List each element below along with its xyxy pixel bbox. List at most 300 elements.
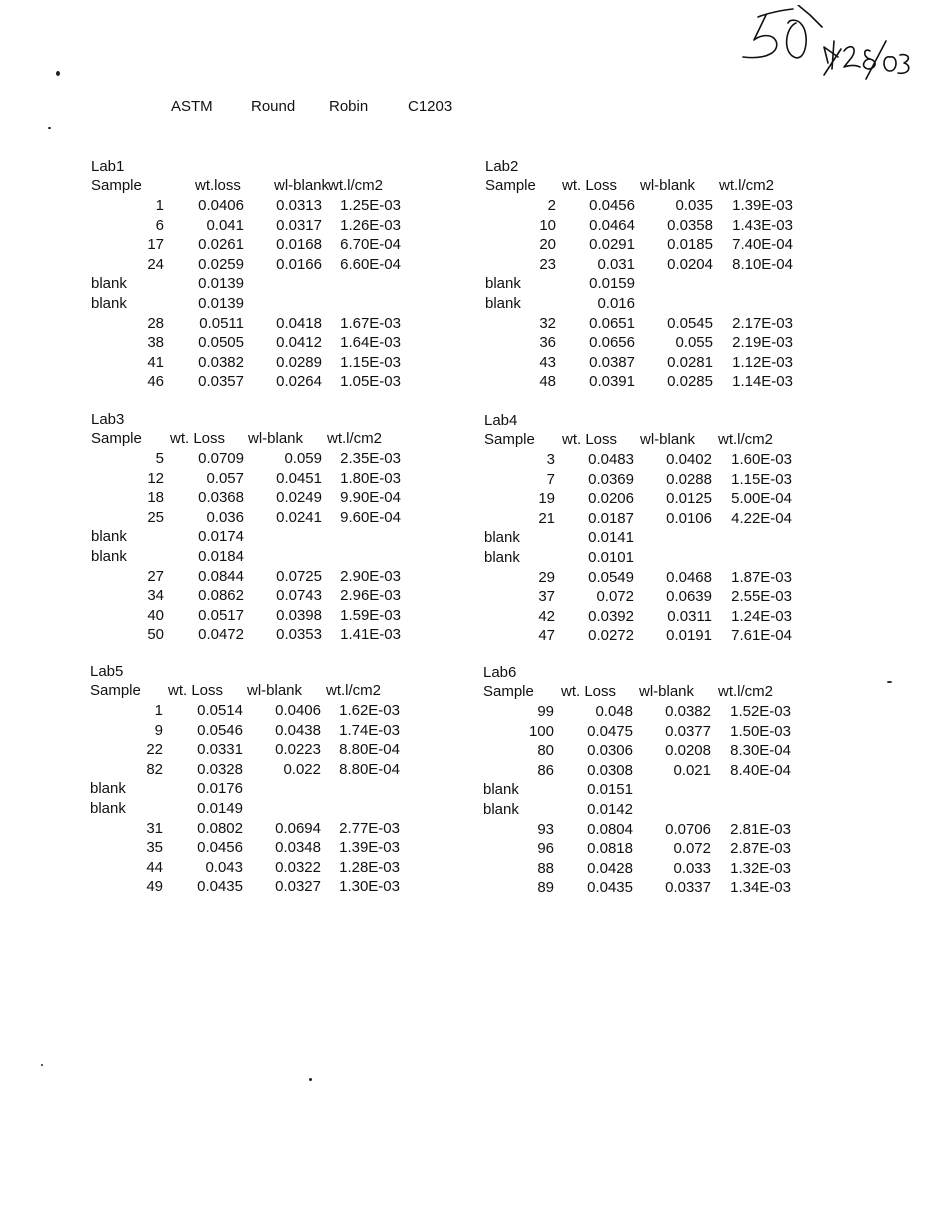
cell-sample-id: 46 (147, 373, 164, 391)
row-label: blank (483, 781, 519, 799)
cell-wt-loss: 0.0818 (587, 840, 633, 858)
header-wt-per-cm2: wt.l/cm2 (327, 430, 383, 447)
row-label: blank (485, 275, 521, 293)
table-row (90, 702, 420, 721)
cell-wt-loss: 0.0159 (589, 275, 635, 293)
table-row (91, 568, 421, 587)
table-row (484, 490, 814, 509)
cell-wl-blank: 0.0208 (665, 742, 711, 760)
table-header (484, 431, 814, 450)
cell-wt-per-cm2: 1.50E-03 (730, 722, 791, 740)
cell-wl-blank: 0.0418 (276, 314, 322, 332)
cell-wt-per-cm2: 1.14E-03 (732, 373, 793, 391)
table-row (484, 510, 814, 529)
cell-wt-loss: 0.0141 (588, 529, 634, 547)
cell-wt-loss: 0.0206 (588, 490, 634, 508)
table-row (485, 373, 815, 392)
cell-wt-per-cm2: 6.60E-04 (340, 255, 401, 273)
table-row (484, 569, 814, 588)
cell-wt-per-cm2: 1.05E-03 (340, 373, 401, 391)
table-row (91, 626, 421, 645)
cell-wt-loss: 0.0261 (198, 236, 244, 254)
table-row (483, 703, 813, 722)
cell-wt-loss: 0.0139 (198, 295, 244, 312)
cell-wl-blank: 0.0281 (667, 353, 713, 371)
table-row (91, 548, 421, 567)
cell-wt-per-cm2: 1.26E-03 (340, 216, 401, 234)
cell-sample-id: 18 (147, 489, 164, 507)
cell-wt-loss: 0.0369 (588, 470, 634, 488)
cell-wl-blank: 0.0337 (665, 879, 711, 897)
cell-wt-per-cm2: 1.80E-03 (340, 469, 401, 487)
title-astm: ASTM (171, 98, 213, 115)
table-row (483, 879, 813, 898)
cell-wt-per-cm2: 2.19E-03 (732, 334, 793, 352)
header-wt-per-cm2: wt.l/cm2 (326, 682, 382, 699)
table-row (91, 373, 421, 392)
table-row (90, 839, 420, 858)
table-row (91, 315, 421, 334)
cell-wt-per-cm2: 7.61E-04 (731, 627, 792, 645)
cell-wt-loss: 0.0709 (198, 450, 244, 467)
table-row (485, 275, 815, 294)
cell-wt-loss: 0.0802 (197, 819, 243, 837)
cell-wt-per-cm2: 1.12E-03 (732, 353, 793, 371)
lab-name: Lab6 (483, 664, 517, 681)
header-sample: Sample (91, 430, 142, 447)
cell-sample-id: 36 (539, 334, 556, 352)
cell-wl-blank: 0.0694 (275, 819, 321, 837)
cell-wl-blank: 0.072 (673, 840, 711, 858)
cell-wt-per-cm2: 9.90E-04 (340, 489, 401, 507)
cell-sample-id: 88 (537, 859, 554, 877)
cell-wt-per-cm2: 2.96E-03 (340, 587, 401, 605)
cell-wt-loss: 0.0505 (198, 334, 244, 352)
cell-sample-id: 89 (537, 879, 554, 897)
cell-sample-id: 42 (538, 607, 555, 625)
cell-wt-loss: 0.0804 (587, 820, 633, 838)
cell-sample-id: 23 (539, 255, 556, 273)
cell-wt-loss: 0.0435 (197, 878, 243, 896)
table-header (483, 683, 813, 702)
cell-sample-id: 29 (538, 568, 555, 586)
lab-name: Lab1 (91, 158, 125, 175)
table-row (484, 529, 814, 548)
cell-wt-loss: 0.0483 (588, 451, 634, 468)
lab-name: Lab3 (91, 411, 125, 428)
cell-wt-loss: 0.0517 (198, 606, 244, 624)
cell-wl-blank: 0.0106 (666, 509, 712, 527)
cell-wt-loss: 0.0142 (587, 801, 633, 818)
cell-wt-per-cm2: 2.90E-03 (340, 567, 401, 585)
table-row (485, 197, 815, 216)
header-wl-blank: wl-blank (639, 683, 695, 700)
header-wt-loss: wt. Loss (561, 683, 617, 700)
table-row (90, 741, 420, 760)
cell-wt-loss: 0.0187 (588, 509, 634, 527)
cell-wl-blank: 0.0451 (276, 469, 322, 487)
header-wt-per-cm2: wt.l/cm2 (718, 683, 774, 700)
table-row (484, 471, 814, 490)
cell-sample-id: 48 (539, 373, 556, 391)
cell-wl-blank: 0.0348 (275, 839, 321, 857)
header-wl-blank: wl-blank (640, 177, 696, 194)
cell-wt-per-cm2: 1.67E-03 (340, 314, 401, 332)
cell-sample-id: 12 (147, 469, 164, 487)
row-label: blank (90, 780, 126, 798)
cell-wt-loss: 0.0387 (589, 353, 635, 371)
cell-wl-blank: 0.0438 (275, 721, 321, 739)
cell-wt-per-cm2: 1.39E-03 (732, 197, 793, 214)
table-header (91, 430, 421, 449)
cell-wt-per-cm2: 2.55E-03 (731, 588, 792, 606)
cell-wt-per-cm2: 8.10E-04 (732, 255, 793, 273)
header-wl-blank: wl-blank (247, 682, 303, 699)
cell-wt-loss: 0.0306 (587, 742, 633, 760)
cell-sample-id: 93 (537, 820, 554, 838)
cell-sample-id: 47 (538, 627, 555, 645)
table-row (483, 723, 813, 742)
cell-sample-id: 1 (155, 197, 164, 214)
header-sample: Sample (485, 177, 536, 194)
cell-wl-blank: 0.0402 (666, 451, 712, 468)
row-label: blank (91, 548, 127, 565)
cell-wt-loss: 0.0456 (197, 839, 243, 857)
table-row (485, 295, 815, 314)
cell-wt-per-cm2: 2.17E-03 (732, 314, 793, 332)
header-wt-loss: wt.loss (195, 177, 241, 194)
cell-sample-id: 80 (537, 742, 554, 760)
cell-sample-id: 3 (546, 451, 555, 468)
table-row (485, 217, 815, 236)
table-row (91, 587, 421, 606)
cell-wl-blank: 0.0317 (276, 216, 322, 234)
title-robin: Robin (329, 98, 369, 115)
table-header (485, 177, 815, 196)
header-wl-blank: wl-blank (274, 177, 330, 194)
cell-wt-loss: 0.016 (597, 295, 635, 312)
table-row (91, 607, 421, 626)
table-row (485, 256, 815, 275)
table-row (90, 859, 420, 878)
cell-wl-blank: 0.021 (673, 761, 711, 779)
table-row (483, 742, 813, 761)
cell-wt-loss: 0.0511 (199, 314, 244, 332)
header-wl-blank: wl-blank (248, 430, 304, 447)
cell-wl-blank: 0.0185 (667, 236, 713, 254)
cell-sample-id: 1 (154, 702, 163, 719)
cell-wl-blank: 0.022 (283, 760, 321, 778)
cell-wl-blank: 0.0168 (276, 236, 322, 254)
cell-wt-per-cm2: 2.81E-03 (730, 820, 791, 838)
title-c1203: C1203 (408, 98, 453, 115)
cell-wl-blank: 0.0639 (666, 588, 712, 606)
table-row (483, 762, 813, 781)
cell-wl-blank: 0.0191 (666, 627, 712, 645)
table-row (91, 275, 421, 294)
cell-wt-per-cm2: 1.32E-03 (730, 859, 791, 877)
cell-sample-id: 96 (537, 840, 554, 858)
table-row (91, 197, 421, 216)
cell-wt-loss: 0.036 (206, 508, 244, 526)
table-row (484, 549, 814, 568)
cell-wt-per-cm2: 1.59E-03 (340, 606, 401, 624)
table-header (91, 177, 421, 196)
cell-wt-per-cm2: 7.40E-04 (732, 236, 793, 254)
cell-wt-loss: 0.0382 (198, 353, 244, 371)
cell-wt-per-cm2: 1.62E-03 (339, 702, 400, 719)
cell-sample-id: 10 (539, 216, 556, 234)
cell-wt-per-cm2: 1.15E-03 (340, 353, 401, 371)
cell-wl-blank: 0.0725 (276, 567, 322, 585)
table-row (90, 780, 420, 799)
header-wt-per-cm2: wt.l/cm2 (718, 431, 774, 448)
cell-sample-id: 9 (154, 721, 163, 739)
table-row (483, 840, 813, 859)
cell-wt-per-cm2: 1.41E-03 (340, 626, 401, 644)
cell-wt-per-cm2: 1.24E-03 (731, 607, 792, 625)
header-wt-per-cm2: wt.l/cm2 (719, 177, 775, 194)
cell-wt-loss: 0.0549 (588, 568, 634, 586)
cell-wl-blank: 0.0406 (275, 702, 321, 719)
cell-wt-loss: 0.0862 (198, 587, 244, 605)
table-row (91, 354, 421, 373)
cell-sample-id: 34 (147, 587, 164, 605)
cell-wt-loss: 0.0149 (197, 800, 243, 817)
cell-wl-blank: 0.0285 (667, 373, 713, 391)
cell-wt-per-cm2: 5.00E-04 (731, 490, 792, 508)
cell-wl-blank: 0.0322 (275, 858, 321, 876)
cell-wt-per-cm2: 2.35E-03 (340, 450, 401, 467)
table-row (484, 627, 814, 646)
cell-sample-id: 41 (147, 353, 164, 371)
cell-wt-per-cm2: 1.15E-03 (731, 470, 792, 488)
table-row (91, 295, 421, 314)
table-row (484, 588, 814, 607)
cell-wl-blank: 0.0288 (666, 470, 712, 488)
cell-sample-id: 44 (146, 858, 163, 876)
cell-wt-per-cm2: 8.80E-04 (339, 760, 400, 778)
table-row (483, 821, 813, 840)
header-sample: Sample (91, 177, 142, 194)
cell-wt-loss: 0.0428 (587, 859, 633, 877)
cell-wt-loss: 0.0435 (587, 879, 633, 897)
cell-wt-loss: 0.0651 (589, 314, 635, 332)
cell-sample-id: 19 (538, 490, 555, 508)
cell-sample-id: 24 (147, 255, 164, 273)
row-label: blank (91, 528, 127, 546)
cell-wt-per-cm2: 8.40E-04 (730, 761, 791, 779)
cell-sample-id: 43 (539, 353, 556, 371)
table-row (483, 801, 813, 820)
cell-sample-id: 17 (147, 236, 164, 254)
cell-sample-id: 31 (146, 819, 163, 837)
row-label: blank (484, 529, 520, 547)
cell-wl-blank: 0.0125 (666, 490, 712, 508)
title-round: Round (251, 98, 296, 115)
cell-wt-loss: 0.0272 (588, 627, 634, 645)
cell-wt-per-cm2: 2.77E-03 (339, 819, 400, 837)
cell-sample-id: 21 (538, 509, 555, 527)
cell-sample-id: 22 (146, 741, 163, 759)
header-sample: Sample (483, 683, 534, 700)
cell-wl-blank: 0.0327 (275, 878, 321, 896)
table-row (90, 878, 420, 897)
cell-wl-blank: 0.0241 (276, 508, 322, 526)
header-wl-blank: wl-blank (640, 431, 696, 448)
cell-sample-id: 32 (539, 314, 556, 332)
cell-wt-loss: 0.0176 (197, 780, 243, 798)
cell-wt-loss: 0.043 (205, 858, 243, 876)
cell-wl-blank: 0.0382 (665, 703, 711, 720)
cell-sample-id: 86 (537, 761, 554, 779)
header-sample: Sample (484, 431, 535, 448)
cell-wl-blank: 0.0204 (667, 255, 713, 273)
cell-sample-id: 35 (146, 839, 163, 857)
lab-name: Lab5 (90, 663, 124, 680)
cell-wt-loss: 0.0656 (589, 334, 635, 352)
cell-wt-loss: 0.0456 (589, 197, 635, 214)
cell-sample-id: 50 (147, 626, 164, 644)
cell-wt-loss: 0.0184 (198, 548, 244, 565)
cell-sample-id: 49 (146, 878, 163, 896)
row-label: blank (483, 801, 519, 818)
cell-wt-per-cm2: 1.30E-03 (339, 878, 400, 896)
cell-wl-blank: 0.0358 (667, 216, 713, 234)
cell-sample-id: 27 (147, 567, 164, 585)
cell-wl-blank: 0.0706 (665, 820, 711, 838)
cell-sample-id: 100 (528, 722, 554, 740)
header-wt-loss: wt. Loss (562, 431, 618, 448)
header-wt-per-cm2: wt.l/cm2 (328, 177, 384, 194)
row-label: blank (90, 800, 126, 817)
table-row (91, 509, 421, 528)
table-row (91, 256, 421, 275)
header-sample: Sample (90, 682, 141, 699)
table-row (91, 470, 421, 489)
cell-wl-blank: 0.0249 (276, 489, 322, 507)
cell-wt-per-cm2: 1.74E-03 (339, 721, 400, 739)
cell-sample-id: 5 (155, 450, 164, 467)
cell-wt-loss: 0.0391 (589, 373, 635, 391)
table-row (90, 761, 420, 780)
row-label: blank (484, 549, 520, 566)
row-label: blank (485, 295, 521, 312)
cell-wt-per-cm2: 1.43E-03 (732, 216, 793, 234)
table-row (484, 451, 814, 470)
cell-wl-blank: 0.0313 (276, 197, 322, 214)
cell-sample-id: 28 (147, 314, 164, 332)
cell-wt-loss: 0.041 (206, 216, 244, 234)
cell-wl-blank: 0.0223 (275, 741, 321, 759)
row-label: blank (91, 275, 127, 293)
cell-wt-loss: 0.072 (596, 588, 634, 606)
cell-wl-blank: 0.0166 (276, 255, 322, 273)
row-label: blank (91, 295, 127, 312)
cell-sample-id: 99 (537, 703, 554, 720)
cell-wt-loss: 0.0101 (588, 549, 634, 566)
table-row (484, 608, 814, 627)
cell-wt-per-cm2: 1.34E-03 (730, 879, 791, 897)
header-wt-loss: wt. Loss (168, 682, 224, 699)
cell-wl-blank: 0.0545 (667, 314, 713, 332)
table-row (485, 236, 815, 255)
cell-wl-blank: 0.0353 (276, 626, 322, 644)
cell-wl-blank: 0.0289 (276, 353, 322, 371)
cell-wl-blank: 0.0468 (666, 568, 712, 586)
table-header (90, 682, 420, 701)
cell-wl-blank: 0.035 (675, 197, 713, 214)
cell-wt-loss: 0.031 (597, 255, 635, 273)
cell-wt-loss: 0.0151 (587, 781, 633, 799)
cell-wt-per-cm2: 9.60E-04 (340, 508, 401, 526)
table-row (483, 781, 813, 800)
cell-wt-loss: 0.048 (595, 703, 633, 720)
cell-wl-blank: 0.059 (284, 450, 322, 467)
cell-wl-blank: 0.033 (673, 859, 711, 877)
cell-wt-loss: 0.0139 (198, 275, 244, 293)
table-row (90, 800, 420, 819)
cell-sample-id: 2 (547, 197, 556, 214)
cell-wt-per-cm2: 1.39E-03 (339, 839, 400, 857)
table-row (91, 489, 421, 508)
cell-wt-per-cm2: 1.25E-03 (340, 197, 401, 214)
cell-wt-per-cm2: 1.64E-03 (340, 334, 401, 352)
cell-sample-id: 20 (539, 236, 556, 254)
cell-wt-per-cm2: 1.87E-03 (731, 568, 792, 586)
cell-wt-loss: 0.0464 (589, 216, 635, 234)
cell-wl-blank: 0.0264 (276, 373, 322, 391)
cell-sample-id: 25 (147, 508, 164, 526)
table-row (90, 722, 420, 741)
cell-wt-loss: 0.0844 (198, 567, 244, 585)
cell-wt-per-cm2: 6.70E-04 (340, 236, 401, 254)
cell-wt-loss: 0.0475 (587, 722, 633, 740)
table-row (91, 217, 421, 236)
cell-wl-blank: 0.0377 (665, 722, 711, 740)
cell-sample-id: 82 (146, 760, 163, 778)
cell-wt-loss: 0.0308 (587, 761, 633, 779)
cell-wt-loss: 0.0357 (198, 373, 244, 391)
cell-wt-per-cm2: 8.80E-04 (339, 741, 400, 759)
table-row (485, 315, 815, 334)
cell-sample-id: 40 (147, 606, 164, 624)
cell-wt-loss: 0.0174 (198, 528, 244, 546)
lab-name: Lab2 (485, 158, 519, 175)
cell-wt-loss: 0.0259 (198, 255, 244, 273)
cell-wt-loss: 0.0331 (197, 741, 243, 759)
cell-wt-loss: 0.057 (206, 469, 244, 487)
cell-wt-per-cm2: 1.60E-03 (731, 451, 792, 468)
cell-wt-loss: 0.0392 (588, 607, 634, 625)
cell-wt-per-cm2: 1.52E-03 (730, 703, 791, 720)
cell-wt-loss: 0.0328 (197, 760, 243, 778)
table-row (485, 354, 815, 373)
cell-wl-blank: 0.0743 (276, 587, 322, 605)
cell-sample-id: 38 (147, 334, 164, 352)
cell-wt-per-cm2: 4.22E-04 (731, 509, 792, 527)
table-row (91, 334, 421, 353)
table-row (483, 860, 813, 879)
table-row (485, 334, 815, 353)
cell-sample-id: 6 (155, 216, 164, 234)
cell-wt-per-cm2: 8.30E-04 (730, 742, 791, 760)
cell-wl-blank: 0.0398 (276, 606, 322, 624)
cell-wt-per-cm2: 1.28E-03 (339, 858, 400, 876)
header-wt-loss: wt. Loss (170, 430, 226, 447)
cell-wt-loss: 0.0368 (198, 489, 244, 507)
cell-wt-loss: 0.0472 (198, 626, 244, 644)
